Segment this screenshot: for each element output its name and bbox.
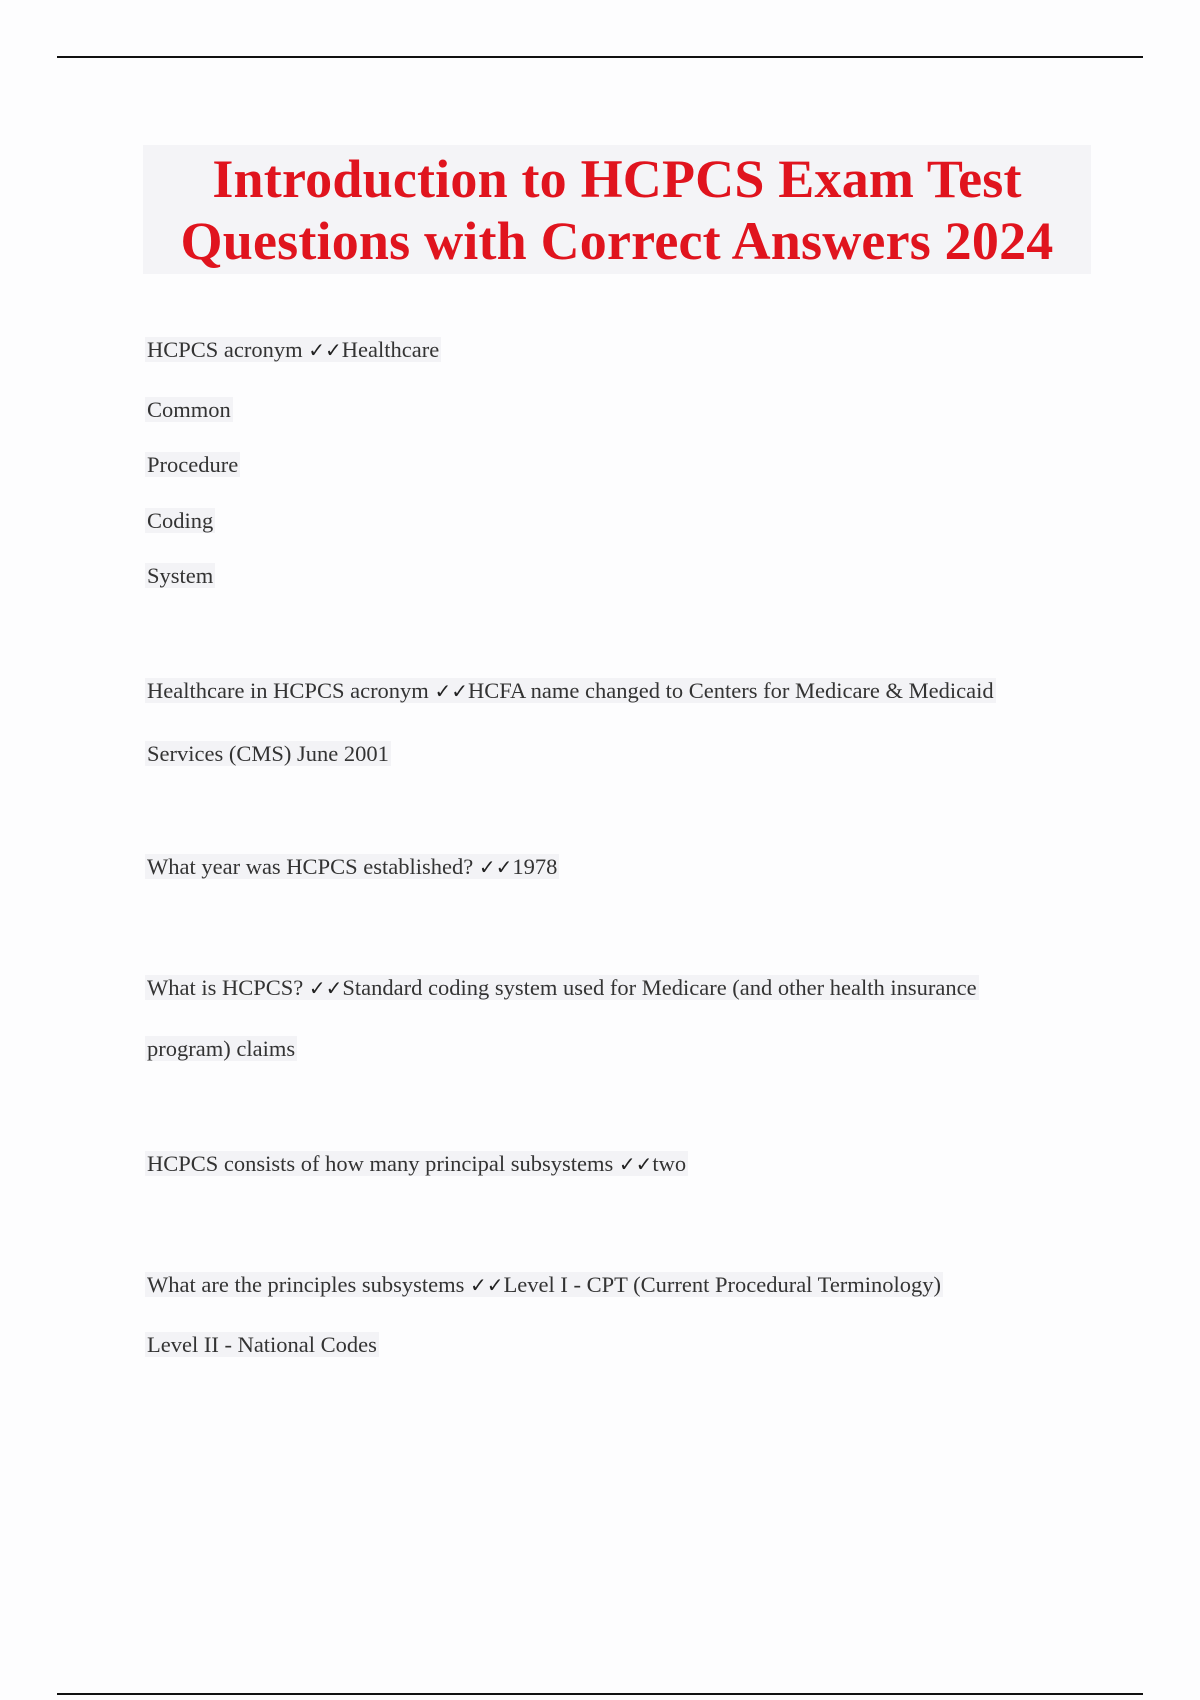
answer-text: HCFA name changed to Centers for Medicare & Medicaid — [467, 678, 994, 703]
answer-text: Standard coding system used for Medicare (and other health insurance — [342, 975, 977, 1000]
double-check-icon: ✓✓ — [308, 976, 343, 1000]
bottom-rule — [57, 1693, 1143, 1695]
question-text: HCPCS consists of how many principal subsystems — [147, 1151, 619, 1176]
document-title — [143, 145, 1091, 274]
double-check-icon: ✓✓ — [434, 679, 468, 703]
answer-continuation: Procedure — [147, 452, 239, 477]
answer-text: 1978 — [512, 854, 558, 879]
answer-continuation: System — [147, 563, 214, 588]
qa-item-acronym — [145, 334, 441, 366]
answer-continuation: Services (CMS) June 2001 — [147, 741, 389, 766]
question-text: Healthcare in HCPCS acronym — [147, 678, 435, 703]
answer-text: two — [652, 1151, 687, 1176]
answer-text: Level I - CPT (Current Procedural Terminology) — [503, 1272, 942, 1297]
title-line-2: Questions with Correct Answers 2024 — [180, 210, 1054, 271]
top-rule — [57, 56, 1143, 58]
question-text: What are the principles subsystems — [147, 1272, 471, 1297]
question-text: What year was HCPCS established? — [147, 854, 479, 879]
answer-continuation: Coding — [147, 508, 214, 533]
qa-item-established — [145, 851, 559, 883]
answer-continuation: Level II - National Codes — [147, 1332, 377, 1357]
double-check-icon: ✓✓ — [618, 1152, 653, 1176]
qa-item-what-is — [145, 972, 979, 1004]
double-check-icon: ✓✓ — [308, 338, 342, 362]
title-line-1: Introduction to HCPCS Exam Test — [212, 148, 1022, 209]
double-check-icon: ✓✓ — [470, 1273, 504, 1297]
double-check-icon: ✓✓ — [478, 855, 513, 879]
qa-item-healthcare — [145, 675, 996, 707]
qa-item-subsystems — [145, 1269, 943, 1301]
answer-continuation: Common — [147, 397, 231, 422]
question-text: HCPCS acronym — [147, 337, 309, 362]
qa-item-count — [145, 1148, 688, 1180]
answer-continuation: program) claims — [147, 1036, 296, 1061]
answer-text: Healthcare — [341, 337, 440, 362]
question-text: What is HCPCS? — [147, 975, 309, 1000]
